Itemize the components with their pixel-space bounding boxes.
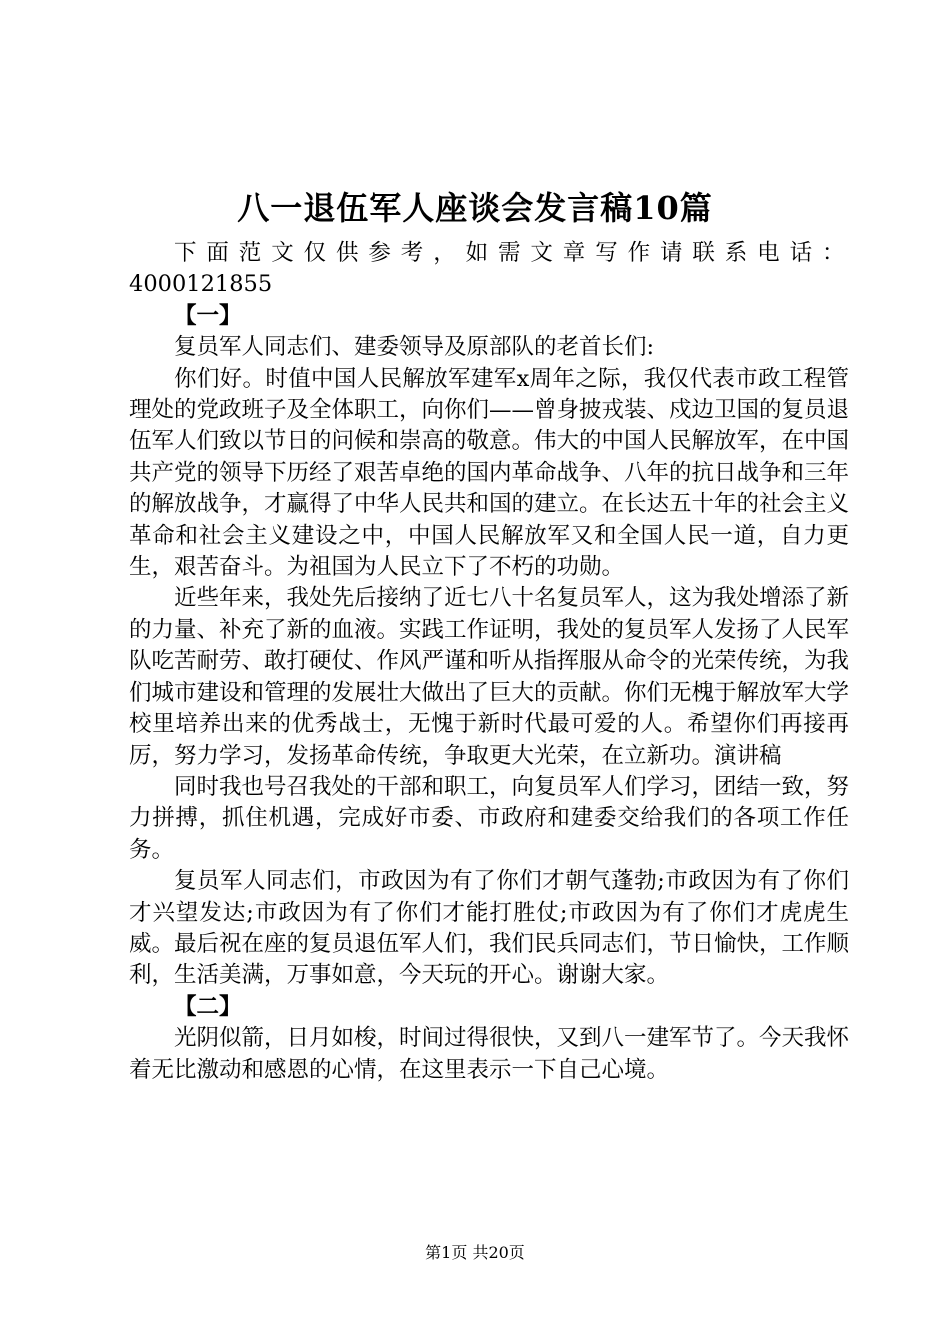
- paragraph: 同时我也号召我处的干部和职工，向复员军人们学习，团结一致，努力拼搏，抓住机遇，完成好市委、市政府和建委交给我们的各项工作任务。: [129, 773, 850, 863]
- paragraph: 复员军人同志们、建委领导及原部队的老首长们:: [174, 334, 655, 361]
- paragraph: 光阴似箭，日月如梭，时间过得很快，又到八一建军节了。今天我怀着无比激动和感恩的心情，在这里表示一下自己心境。: [129, 1025, 850, 1083]
- notice-text: 下面范文仅供参考，如需文章写作请联系电话：: [174, 240, 849, 266]
- section-heading-1: 【一】: [174, 302, 242, 329]
- paragraph: 复员军人同志们，市政因为有了你们才朝气蓬勃;市政因为有了你们才兴望发达;市政因为有了你们才能打胜仗;市政因为有了你们才虎虎生威。最后祝在座的复员退伍军人们，我们民兵同志们，节日愉快，工作顺利，生活美满，万事如意，今天玩的开心。谢谢大家。: [129, 868, 850, 989]
- paragraph: 你们好。时值中国人民解放军建军x周年之际，我仅代表市政工程管理处的党政班子及全体职工，向你们——曾身披戎装、戍边卫国的复员退伍军人们致以节日的问候和崇高的敬意。伟大的中国人民解放军，在中国共产党的领导下历经了艰苦卓绝的国内革命战争、八年的抗日战争和三年的解放战争，才赢得了中华人民共和国的建立。在长达五十年的社会主义革命和社会主义建设之中，中国人民解放军又和全国人民一道，自力更生，艰苦奋斗。为祖国为人民立下了不朽的功勋。: [129, 365, 850, 581]
- section-heading-2: 【二】: [174, 993, 242, 1020]
- page-footer: 第1页 共20页: [425, 1243, 525, 1262]
- notice-phone: 4000121855: [129, 271, 273, 298]
- contact-notice: [129, 238, 849, 301]
- document-body: [129, 238, 849, 1086]
- document-title: 八一退伍军人座谈会发言稿10篇: [237, 189, 713, 227]
- paragraph: 近些年来，我处先后接纳了近七八十名复员军人，这为我处增添了新的力量、补充了新的血液。实践工作证明，我处的复员军人发扬了人民军队吃苦耐劳、敢打硬仗、作风严谨和听从指挥服从命令的光荣传统，为我们城市建设和管理的发展壮大做出了巨大的贡献。你们无槐于解放军大学校里培养出来的优秀战士，无愧于新时代最可爱的人。希望你们再接再厉，努力学习，发扬革命传统，争取更大光荣，在立新功。演讲稿: [129, 585, 850, 769]
